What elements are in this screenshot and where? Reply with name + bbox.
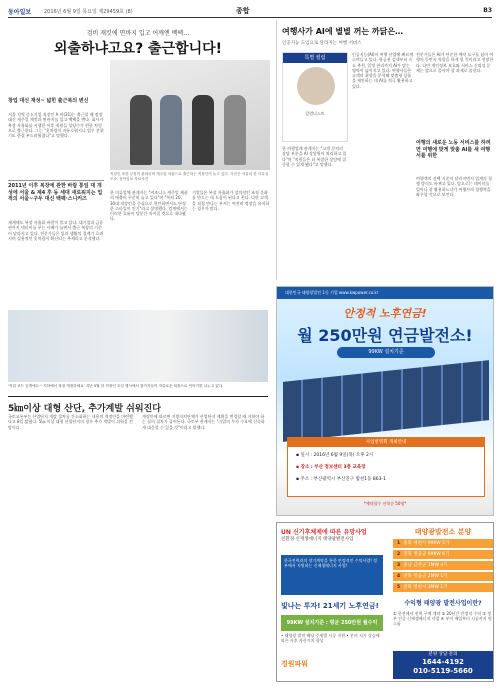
phone-number-2[interactable]: 010-5119-5660	[413, 667, 473, 675]
list-item[interactable]	[393, 572, 493, 581]
ad-badge: 99KW 설치기준	[337, 347, 435, 358]
article-subheading: 창업 대신 재성~ 넓힌 출근복의 변신	[8, 98, 89, 104]
page-header	[8, 6, 492, 18]
photo-caption: 직장인 복장 규정이 완화되며 캐주얼 차림으로 출근하는 직장인이 늘고 있다. 사진은 서울의 한 사무실 모습. 동아일보 자료사진	[110, 172, 269, 181]
item-number: 3	[397, 563, 401, 568]
second-body-col1	[8, 414, 134, 684]
sales-title: 태양광발전소 분양	[414, 528, 472, 536]
item-text: 전북 정읍군 99KW 6기	[403, 552, 450, 557]
right-body-col3	[416, 176, 494, 282]
solar-panels-image	[283, 360, 489, 442]
article-body-col2	[110, 190, 188, 306]
un-title: UN 신기후체제에 따른 유망사업	[281, 529, 367, 536]
solar-ad[interactable]	[276, 286, 494, 516]
article-photo	[110, 60, 270, 170]
business-question: 수익형 태양광 발전사업이란?	[404, 600, 482, 607]
item-number: 2	[397, 552, 401, 557]
article-body-col1b	[8, 220, 104, 306]
right-subtitle: 인공지능 도입으로 달라지는 여행 서비스	[282, 41, 362, 46]
article-body-col3	[192, 190, 270, 306]
person-figure	[130, 95, 152, 165]
author-role: 칼럼니스트	[305, 111, 325, 116]
ad-income-bar: 99KW 설치기준 : 평균 250만원 월수익	[281, 615, 383, 631]
paragraph: 한 의류업체 관계자는 "비즈니스 캐주얼 제품의 매출이 꾸준히 늘고 있다"며 "특히 20, 30대 직장인을 중심으로 편안하면서도 단정한 스타일이 인기"라고 설명했다. 업계에서는 이러한 흐름이 당분간 이어질 것으로 내다봤다.	[110, 190, 188, 222]
ad-top-banner: 대한민국 태양광발전 1등 기업 www.kwpower.co.kr	[277, 287, 493, 299]
second-headline: 5㎞이상 대형 산단, 추가계발 쉬워진다	[8, 396, 268, 414]
list-item[interactable]	[393, 539, 493, 548]
paragraph: 여행객의 선택 기준이 달라지면서 업계의 경쟁 방식도 바뀌고 있다. 앞으로는 데이터를 얼마나 잘 활용하느냐가 여행사의 경쟁력을 좌우할 것으로 보인다.	[416, 176, 492, 197]
person-figure	[224, 95, 246, 165]
site-list	[393, 539, 493, 594]
paragraph: 기업들은 복장 자율화가 창의적인 조직 문화를 만드는 데 도움이 된다고 본다. 다만 고객을 직접 만나는 부서는 여전히 정장을 유지하는 경우가 많다.	[192, 190, 270, 211]
paragraph: 전문가들은 AI가 단순한 예약 도구를 넘어 여행의 동반자 역할을 하게 될 것이라고 전망한다. 다만 개인정보 보호와 서비스 신뢰성 문제는 앞으로 풀어야 할 과제로 꼽힌다.	[416, 52, 494, 73]
article-kicker: 검비 재킷에 면바지 입고 어깨엔 백팩…	[86, 30, 190, 37]
ad-description: 한국전력과의 장기계약을 통한 안정적인 수익사업! 정부에서 지원하는 신재생에너지 사업!	[281, 555, 383, 595]
item-text: 충남 금산군 1MW 4기	[403, 563, 448, 568]
page-number: B3	[483, 7, 492, 14]
author-box	[282, 52, 348, 142]
item-text: 전북 정읍군 2MW 1기	[403, 574, 448, 579]
ad-investment-title: 빛나는 투자! 21세기 노후연금!	[281, 602, 379, 610]
second-photo	[8, 310, 268, 382]
column-divider	[276, 20, 277, 280]
article-subheading-2: 2011년 이후 복장에 관한 바람 통일 대 개성에 서울 & 제4 후 동 세대 새로워지는 업적의 서울~구두 대신 백팩·스니커즈	[8, 180, 104, 203]
paragraph: 인공지능(AI)이 여행 산업에 빠르게 스며들고 있다. 항공권 검색부터 숙소 추천, 일정 관리까지 AI가 맡는 영역이 넓어지고 있다. 여행사들은 고객의 취향을 분석해 맞춤형 상품을 제안하는 데 AI를 적극 활용하고 있다.	[352, 52, 414, 89]
seminar-info-box	[287, 437, 485, 497]
right-body-col2	[416, 52, 494, 136]
person-figure	[192, 95, 214, 165]
un-banner	[281, 527, 383, 551]
second-body-col2	[142, 414, 268, 684]
item-number: 4	[397, 574, 401, 579]
item-text: 충북 제천시 99KW 5기	[403, 541, 450, 546]
item-number: 1	[397, 541, 401, 546]
right-body-col0	[282, 146, 348, 282]
paragraph: 서울 지역 중소기업 직장인 A 씨(31)는 출근할 때 정장 대신 캐주얼 재킷과 면바지를 입고 백팩을 멘다. 회사가 복장 자율화를 시행한 이후 직원들 상당수가 편한 차림으로 출근한다. 그는 "옷차림이 자유로워지니 업무 분위기도 한결 부드러워졌다"고 말했다.	[8, 112, 104, 139]
issue-date: 2016년 6월 9일 목요일 제29459호 (8)	[44, 9, 133, 15]
list-item[interactable]	[393, 550, 493, 559]
author-label: 특별 컬럼	[283, 53, 347, 63]
author-photo	[297, 67, 335, 105]
un-subtitle: 친환경·신재생에너지 태양광발전사업	[281, 537, 354, 542]
item-number: 5	[397, 585, 401, 590]
contact-box[interactable]	[393, 651, 493, 679]
item-text: 전북 영천시 3MW 1기	[403, 585, 448, 590]
paragraph: 국토교통부는 산업단지 개발 절차를 간소화하는 내용의 개정안을 마련했다고 8일 밝혔다. 5㎞ 이상 대형 산업단지의 경우 추가 개발이 쉬워질 전망이다.	[8, 414, 133, 430]
right-body-col1	[352, 52, 414, 282]
seminar-title: 사업설명회 개최안내	[288, 438, 484, 447]
ad-right-panel	[389, 523, 494, 682]
article-headline: 외출하냐고요? 출근합니다!	[53, 41, 223, 57]
business-info: ① 한전에서 전력 구매 계약 ② 20년간 안정적 수익 ③ 정부 인증 신재생에너지 사업 ④ 부지 매입부터 시공까지 원스톱	[393, 611, 492, 626]
paragraph: 개정안에 따르면 지방자치단체가 산업단지 계획을 변경할 때 거쳐야 하는 심의 절차가 줄어든다. 국토부 관계자는 "기업의 투자 수요에 신속하게 대응할 수 있을 것"이라고 말했다.	[142, 414, 265, 430]
list-item[interactable]	[393, 583, 493, 592]
contact-label: 분양 상담 문의	[428, 652, 458, 657]
person-figure	[160, 95, 182, 165]
right-headline: 여행사가 AI에 별별 꺼는 까닭은…	[282, 27, 404, 36]
ad-left-panel	[277, 523, 387, 682]
right-subheading: 여행의 새로운 노동 서비스를 하려면 여행에 맞게 맞춤 AI를 새 여행서를 위한	[416, 140, 491, 159]
section-title: 종합	[236, 7, 250, 15]
ad-notes: • 태양광 발전 해당 주제별 시공 지원 • 분의 지가 상승에 따른 사후 자산가치 향상	[281, 633, 380, 643]
ad-footnote: *예약필수 선착순 50명*	[363, 501, 407, 506]
second-photo-caption: '작업 코드 공개에도~ 지하에서 복장 개정하세요' 지난 5월 한 직장인 모임 행사에서 참가자들이 자유로운 복장으로 이야기를 나누고 있다.	[8, 384, 224, 388]
ad-slogan: 안정적 노후연금!	[343, 307, 427, 320]
paragraph: 한 여행업계 관계자는 "고객 문의의 상당 부분을 AI 상담원이 처리하고 있다"며 "직원들은 더 복잡한 상담에 집중할 수 있게 됐다"고 말했다.	[282, 146, 347, 167]
list-item[interactable]	[393, 561, 493, 570]
phone-number-1[interactable]: 1644-4192	[422, 658, 464, 666]
seminar-date: ▪ 일시 : 2016년 6월 9일(목) 오후 2시	[296, 453, 374, 458]
seminar-place: ▪ 장소 : 부산 정보센터 3층 교육장	[296, 465, 366, 470]
newspaper-logo: 동아일보	[8, 9, 32, 16]
paragraph: 재계에도 복장 자율화 바람이 불고 있다. 대기업과 금융권까지 넥타이를 푸는 사례가 늘면서 출근 복장의 기준이 달라지고 있다. 전문가들은 일과 생활의 경계가 흐려지며 실용적인 옷차림이 확산되는 추세라고 분석했다.	[8, 220, 104, 241]
solar-sales-ad[interactable]	[276, 522, 494, 682]
ad-headline: 월 250만원 연금발전소!	[297, 326, 473, 345]
article-body-col1	[8, 112, 104, 176]
company-logo: 경원파워	[281, 660, 309, 668]
seminar-address: ▪ 주소 : 부산광역시 부산진구 범천1동 863-1	[296, 477, 386, 482]
